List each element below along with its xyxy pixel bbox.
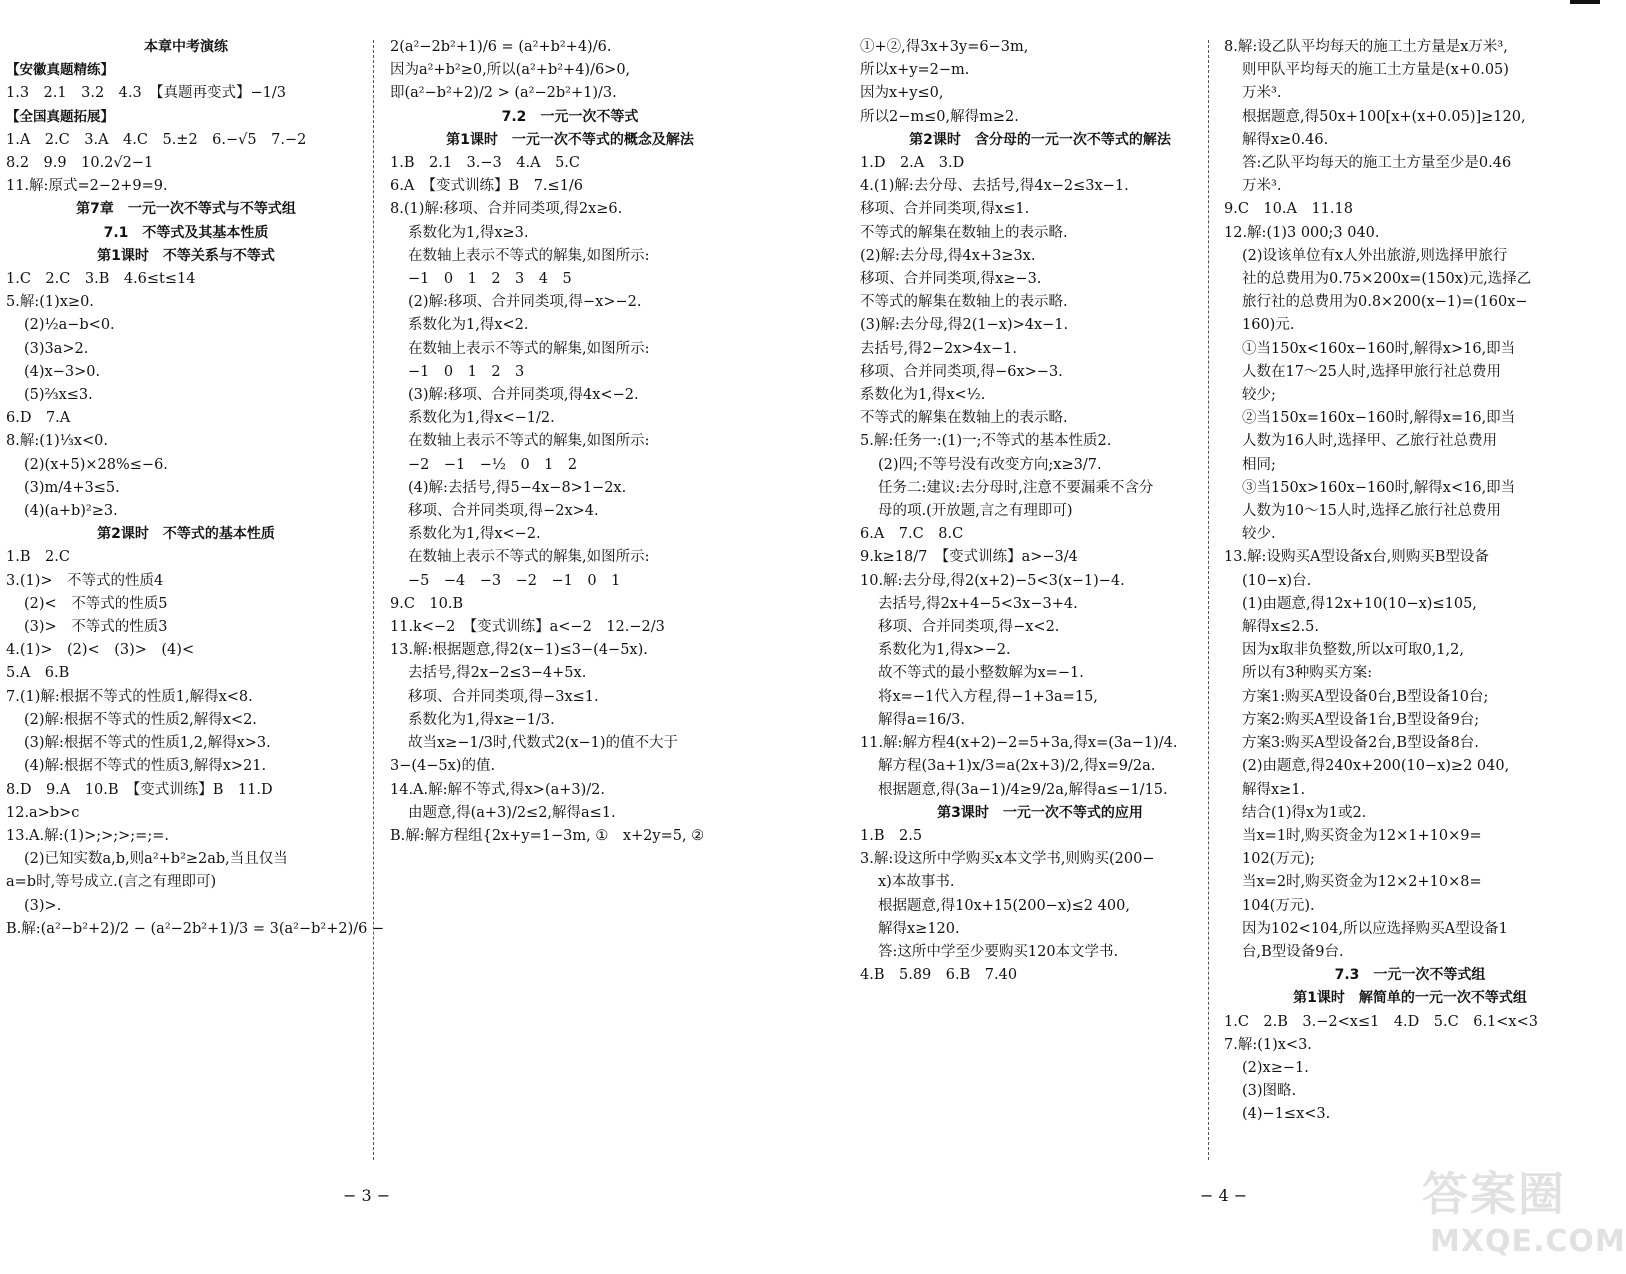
answer-line: 解得x≥1.: [1242, 781, 1306, 798]
answer-line: 11.解:解方程4(x+2)−2=5+3a,得x=(3a−1)/4.: [860, 735, 1178, 752]
answer-line: 1.B 2.5: [860, 827, 923, 844]
answer-line: 由题意,得(a+3)/2≤2,解得a≤1.: [408, 804, 616, 821]
answer-line: 方案3:购买A型设备2台,B型设备8台.: [1242, 735, 1479, 752]
answer-line: (3)3a>2.: [24, 340, 89, 357]
answer-line: (4)解:去括号,得5−4x−8>1−2x.: [408, 479, 627, 496]
answer-line: 系数化为1,得x<−2.: [408, 526, 541, 543]
answer-line: 11.解:原式=2−2+9=9.: [6, 178, 168, 195]
answer-line: B.解:解方程组{2x+y=1−3m, ① x+2y=5, ②: [390, 827, 705, 844]
column-2: [390, 36, 750, 848]
answer-line: 5.解:(1)x≥0.: [6, 294, 94, 311]
answer-line: 系数化为1,得x<−1/2.: [408, 410, 555, 427]
column-3: [860, 36, 1220, 987]
answer-line: 13.解:根据题意,得2(x−1)≤3−(4−5x).: [390, 642, 648, 659]
answer-line: 6.A 7.C 8.C: [860, 526, 964, 543]
answer-line: 旅行社的总费用为0.8×200(x−1)=(160x−: [1242, 294, 1528, 311]
section-heading: 本章中考演练: [144, 39, 228, 55]
answer-line: (3)解:去分母,得2(1−x)>4x−1.: [860, 317, 1069, 334]
answer-line: ②当150x=160x−160时,解得x=16,即当: [1242, 410, 1516, 427]
watermark-title: 答案圈: [1422, 1167, 1566, 1221]
answer-line: 所以有3种购买方案:: [1242, 665, 1373, 682]
answer-line: 12.解:(1)3 000;3 040.: [1224, 224, 1380, 241]
answer-line: 移项、合并同类项,得−x<2.: [878, 619, 1060, 636]
answer-line: (3)>.: [24, 897, 62, 914]
watermark-domain: MXQE.COM: [1430, 1224, 1626, 1259]
answer-line: −2 −1 −½ 0 1 2: [408, 456, 578, 473]
answer-line: 移项、合并同类项,得x≥−3.: [860, 271, 1042, 288]
answer-line: (4)x−3>0.: [24, 363, 101, 380]
answer-line: 去括号,得2−2x>4x−1.: [860, 340, 1017, 357]
answer-line: 系数化为1,得x≥3.: [408, 224, 529, 241]
answer-line: 任务二:建议:去分母时,注意不要漏乘不含分: [878, 479, 1154, 496]
answer-line: 3.解:设这所中学购买x本文学书,则购买(200−: [860, 851, 1155, 868]
answer-line: 万米³.: [1242, 85, 1282, 102]
answer-line: 因为x+y≤0,: [860, 85, 944, 102]
answer-line: −1 0 1 2 3 4 5: [408, 271, 572, 288]
answer-line: (3)解:移项、合并同类项,得4x<−2.: [408, 387, 639, 404]
answer-line: (2)解:根据不等式的性质2,解得x<2.: [24, 711, 257, 728]
answer-line: 因为a²+b²≥0,所以(a²+b²+4)/6>0,: [390, 62, 631, 79]
answer-line: 在数轴上表示不等式的解集,如图所示:: [408, 433, 650, 450]
answer-line: 在数轴上表示不等式的解集,如图所示:: [408, 247, 650, 264]
page-number-right: − 4 −: [1200, 1186, 1248, 1205]
answer-line: (3)解:根据不等式的性质1,2,解得x>3.: [24, 735, 271, 752]
answer-line: 社的总费用为0.75×200x=(150x)元,选择乙: [1242, 271, 1532, 288]
answer-line: 解得x≥120.: [878, 920, 960, 937]
answer-line: ③当150x>160x−160时,解得x<16,即当: [1242, 479, 1516, 496]
page-number-left: − 3 −: [343, 1186, 391, 1205]
answer-line: 人数为16人时,选择甲、乙旅行社总费用: [1242, 433, 1498, 450]
answer-line: 万米³.: [1242, 178, 1282, 195]
answer-line: (2)½a−b<0.: [24, 317, 115, 334]
answer-line: 移项、合并同类项,得−3x≤1.: [408, 688, 599, 705]
answer-line: −5 −4 −3 −2 −1 0 1: [408, 572, 621, 589]
answer-line: 故当x≥−1/3时,代数式2(x−1)的值不大于: [408, 735, 679, 752]
answer-line: 较少;: [1242, 387, 1276, 404]
answer-line: 3.(1)> 不等式的性质4: [6, 572, 164, 589]
corner-mark: [1570, 0, 1600, 4]
answer-line: 移项、合并同类项,得x≤1.: [860, 201, 1030, 218]
answer-line: 1.B 2.C: [6, 549, 70, 566]
answer-line: 人数在17～25人时,选择甲旅行社总费用: [1242, 363, 1502, 380]
answer-line: 去括号,得2x+4−5<3x−3+4.: [878, 595, 1078, 612]
answer-line: 7.解:(1)x<3.: [1224, 1036, 1312, 1053]
answer-line: 6.A 【变式训练】B 7.≤1/6: [390, 178, 584, 195]
answer-line: 5.解:任务一:(1)一;不等式的基本性质2.: [860, 433, 1112, 450]
answer-line: 因为102<104,所以应选择购买A型设备1: [1242, 920, 1508, 937]
answer-line: 13.A.解:(1)>;>;>;=;=.: [6, 827, 169, 844]
answer-line: 当x=2时,购买资金为12×2+10×8=: [1242, 874, 1482, 891]
column-4: [1224, 36, 1596, 1127]
answer-line: 1.C 2.B 3.−2<x≤1 4.D 5.C 6.1<x<3: [1224, 1013, 1538, 1030]
answer-line: 9.k≥18/7 【变式训练】a>−3/4: [860, 549, 1078, 566]
answer-line: (10−x)台.: [1242, 572, 1312, 589]
watermark-logo: [1422, 1152, 1626, 1268]
answer-line: a=b时,等号成立.(言之有理即可): [6, 874, 217, 891]
answer-line: 102(万元);: [1242, 851, 1315, 868]
answer-line: 8.解:(1)⅓x<0.: [6, 433, 108, 450]
answer-line: 则甲队平均每天的施工土方量是(x+0.05): [1242, 62, 1509, 79]
section-heading: 第1课时 一元一次不等式的概念及解法: [446, 131, 694, 148]
answer-line: 台,B型设备9台.: [1242, 943, 1344, 960]
answer-line: 在数轴上表示不等式的解集,如图所示:: [408, 340, 650, 357]
answer-line: 13.解:设购买A型设备x台,则购买B型设备: [1224, 549, 1489, 566]
answer-line: 12.a>b>c: [6, 804, 80, 821]
answer-line: 在数轴上表示不等式的解集,如图所示:: [408, 549, 650, 566]
answer-line: 不等式的解集在数轴上的表示略.: [860, 294, 1068, 311]
answer-line: (5)⅔x≤3.: [24, 387, 93, 404]
answer-line: 因为x取非负整数,所以x可取0,1,2,: [1242, 642, 1464, 659]
section-heading: 第2课时 不等式的基本性质: [97, 526, 275, 543]
section-heading: 第2课时 含分母的一元一次不等式的解法: [909, 131, 1171, 148]
answer-line: 移项、合并同类项,得−2x>4.: [408, 503, 599, 520]
answer-line: (3)> 不等式的性质3: [24, 619, 168, 636]
answer-line: 5.A 6.B: [6, 665, 70, 682]
answer-line: 即(a²−b²+2)/2 > (a²−2b²+1)/3.: [390, 85, 617, 102]
answer-line: 解方程(3a+1)x/3=a(2x+3)/2,得x=9/2a.: [878, 758, 1156, 775]
section-heading: 7.2 一元一次不等式: [501, 108, 639, 125]
answer-line: 故不等式的最小整数解为x=−1.: [878, 665, 1084, 682]
answer-line: 相同;: [1242, 456, 1276, 473]
answer-line: (2)解:去分母,得4x+3≥3x.: [860, 247, 1036, 264]
answer-line: 8.D 9.A 10.B 【变式训练】B 11.D: [6, 781, 273, 798]
column-divider-right: [1208, 40, 1209, 1160]
answer-line: 较少.: [1242, 526, 1276, 543]
answer-line: 答:这所中学至少要购买120本文学书.: [878, 943, 1119, 960]
answer-line: 7.(1)解:根据不等式的性质1,解得x<8.: [6, 688, 253, 705]
answer-line: 不等式的解集在数轴上的表示略.: [860, 410, 1068, 427]
answer-line: 1.C 2.C 3.B 4.6≤t≤14: [6, 271, 196, 288]
section-heading: 第1课时 不等关系与不等式: [97, 247, 275, 264]
answer-line: 1.3 2.1 3.2 4.3 【真题再变式】−1/3: [6, 85, 286, 102]
answer-line: 104(万元).: [1242, 897, 1315, 914]
answer-line: 1.A 2.C 3.A 4.C 5.±2 6.−√5 7.−2: [6, 131, 307, 148]
answer-line: 8.解:设乙队平均每天的施工土方量是x万米³,: [1224, 39, 1508, 55]
answer-line: (4)−1≤x<3.: [1242, 1106, 1331, 1123]
subsection-label: 【全国真题拓展】: [6, 108, 114, 125]
column-divider-left: [373, 40, 374, 1160]
answer-line: 系数化为1,得x<2.: [408, 317, 529, 334]
answer-line: ①+②,得3x+3y=6−3m,: [860, 39, 1029, 55]
answer-line: 解得a=16/3.: [878, 711, 965, 728]
answer-line: 不等式的解集在数轴上的表示略.: [860, 224, 1068, 241]
answer-line: 将x=−1代入方程,得−1+3a=15,: [878, 688, 1098, 705]
answer-line: 9.C 10.B: [390, 595, 464, 612]
answer-line: (2)解:移项、合并同类项,得−x>−2.: [408, 294, 642, 311]
answer-line: 解得x≤2.5.: [1242, 619, 1319, 636]
answer-line: 2(a²−2b²+1)/6 = (a²+b²+4)/6.: [390, 39, 612, 55]
answer-line: 解得x≥0.46.: [1242, 131, 1329, 148]
answer-line: 8.(1)解:移项、合并同类项,得2x≥6.: [390, 201, 623, 218]
answer-line: ①当150x<160x−160时,解得x>16,即当: [1242, 340, 1516, 357]
answer-line: 母的项.(开放题,言之有理即可): [878, 503, 1073, 520]
section-heading: 第3课时 一元一次不等式的应用: [937, 804, 1143, 821]
answer-line: 14.A.解:解不等式,得x>(a+3)/2.: [390, 781, 606, 798]
answer-line: 系数化为1,得x>−2.: [878, 642, 1011, 659]
subsection-label: 【安徽真题精练】: [6, 62, 114, 79]
answer-line: 10.解:去分母,得2(x+2)−5<3(x−1)−4.: [860, 572, 1125, 589]
answer-line: B.解:(a²−b²+2)/2 − (a²−2b²+1)/3 = 3(a²−b²+2)/6 −: [6, 920, 385, 937]
answer-line: (2)四;不等号没有改变方向;x≥3/7.: [878, 456, 1102, 473]
answer-line: 1.D 2.A 3.D: [860, 155, 965, 172]
answer-line: 移项、合并同类项,得−6x>−3.: [860, 363, 1063, 380]
answer-line: 系数化为1,得x<½.: [860, 387, 986, 404]
section-heading: 7.3 一元一次不等式组: [1334, 967, 1486, 984]
answer-line: x)本故事书.: [878, 874, 955, 891]
answer-line: (2)(x+5)×28%≤−6.: [24, 456, 168, 473]
answer-line: 1.B 2.1 3.−3 4.A 5.C: [390, 155, 580, 172]
answer-line: 人数为10～15人时,选择乙旅行社总费用: [1242, 503, 1502, 520]
answer-line: (3)m/4+3≤5.: [24, 479, 120, 496]
answer-line: 160)元.: [1242, 317, 1295, 334]
answer-line: (2)已知实数a,b,则a²+b²≥2ab,当且仅当: [24, 851, 288, 868]
answer-line: 当x=1时,购买资金为12×1+10×9=: [1242, 827, 1482, 844]
answer-line: 方案1:购买A型设备0台,B型设备10台;: [1242, 688, 1489, 705]
answer-line: 4.(1)> (2)< (3)> (4)<: [6, 642, 195, 659]
answer-line: 所以x+y=2−m.: [860, 62, 970, 79]
section-heading: 第1课时 解简单的一元一次不等式组: [1293, 990, 1527, 1007]
answer-line: 9.C 10.A 11.18: [1224, 201, 1353, 218]
answer-line: 结合(1)得x为1或2.: [1242, 804, 1367, 821]
answer-line: 根据题意,得(3a−1)/4≥9/2a,解得a≤−1/15.: [878, 781, 1168, 798]
answer-line: 系数化为1,得x≥−1/3.: [408, 711, 555, 728]
answer-line: (2)由题意,得240x+200(10−x)≥2 040,: [1242, 758, 1510, 775]
answer-line: (2)< 不等式的性质5: [24, 595, 168, 612]
answer-line: 所以2−m≤0,解得m≥2.: [860, 108, 1019, 125]
column-1: [6, 36, 385, 941]
answer-line: 8.2 9.9 10.2√2−1: [6, 155, 154, 172]
answer-line: 11.k<−2 【变式训练】a<−2 12.−2/3: [390, 619, 665, 636]
section-heading: 7.1 不等式及其基本性质: [103, 224, 269, 241]
answer-line: 4.(1)解:去分母、去括号,得4x−2≤3x−1.: [860, 178, 1129, 195]
answer-line: 方案2:购买A型设备1台,B型设备9台;: [1242, 711, 1480, 728]
answer-line: (1)由题意,得12x+10(10−x)≤105,: [1242, 595, 1477, 612]
answer-line: 根据题意,得10x+15(200−x)≤2 400,: [878, 897, 1130, 914]
answer-line: 去括号,得2x−2≤3−4+5x.: [408, 665, 587, 682]
answer-line: (2)设该单位有x人外出旅游,则选择甲旅行: [1242, 247, 1508, 264]
answer-line: 3−(4−5x)的值.: [390, 758, 496, 775]
answer-line: (3)图略.: [1242, 1083, 1297, 1100]
section-heading: 第7章 一元一次不等式与不等式组: [76, 201, 296, 218]
answer-line: (4)解:根据不等式的性质3,解得x>21.: [24, 758, 267, 775]
answer-line: (4)(a+b)²≥3.: [24, 503, 118, 520]
answer-line: 根据题意,得50x+100[x+(x+0.05)]≥120,: [1242, 108, 1526, 125]
answer-line: 4.B 5.89 6.B 7.40: [860, 967, 1018, 984]
answer-line: (2)x≥−1.: [1242, 1059, 1309, 1076]
answer-line: 6.D 7.A: [6, 410, 71, 427]
answer-line: 答:乙队平均每天的施工土方量至少是0.46: [1242, 155, 1512, 172]
answer-line: −1 0 1 2 3: [408, 363, 525, 380]
